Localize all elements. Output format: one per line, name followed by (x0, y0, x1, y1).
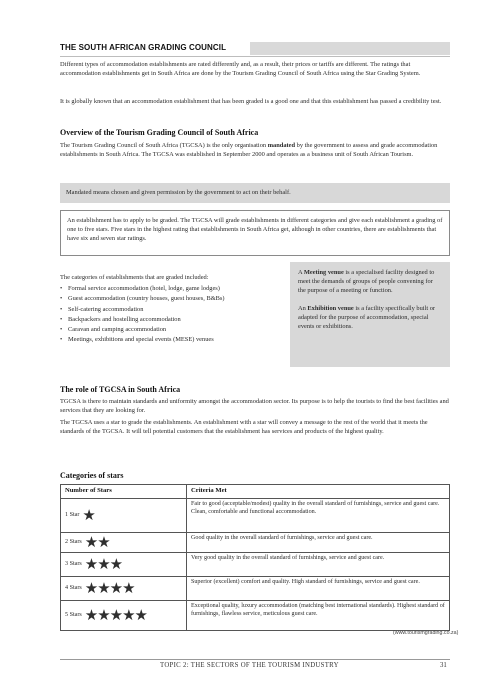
table-row (61, 533, 450, 553)
list-item: • Backpackers and hostelling accommodation (60, 315, 290, 325)
star-rating-label: 2 Stars (65, 539, 82, 546)
footer-topic: TOPIC 2: THE SECTORS OF THE TOURISM INDUSTRY (160, 662, 339, 669)
intro-paragraph-2: It is globally known that an accommodation establishment that has been graded is a good one and that this establishment has passed a credibility test. (60, 98, 442, 105)
star-rating-label: 3 Stars (65, 561, 82, 568)
categories-list (60, 284, 290, 346)
col-criteria-met: Criteria Met (187, 485, 450, 499)
star-rating-label: 5 Stars (65, 612, 82, 619)
star-rating-label: 4 Stars (65, 585, 82, 592)
criteria-cell: Superior (excellent) comfort and quality. High standard of furnishings, service and guest care. (187, 577, 450, 601)
star-icon: ★★★★ (84, 580, 135, 597)
list-item: • Formal service accommodation (hotel, lodge, game lodges) (60, 284, 290, 294)
intro-paragraph-1: Different types of accommodation establishments are rated differently and, as a result, their prices or tariffs are different. The ratings that accommodation establishments get in South Africa are done by the Tourism Grading Council of South Africa using the Star Grading System. (60, 61, 421, 78)
page-number: 31 (440, 662, 447, 669)
table-row (61, 499, 450, 533)
categories-intro: The categories of establishments that are graded included: (60, 274, 209, 281)
venue-definitions-box (290, 262, 450, 367)
table-header-row (61, 485, 450, 499)
section-heading: THE SOUTH AFRICAN GRADING COUNCIL (60, 43, 227, 52)
star-icon: ★★ (84, 534, 110, 551)
star-icon: ★ (82, 507, 95, 524)
criteria-cell: Good quality in the overall standard of furnishings, service and guest care. (187, 533, 450, 553)
star-icon: ★★★ (84, 556, 123, 573)
criteria-cell: Exceptional quality, luxury accommodation (matching best international standards). Highest standard of furnishings, flawless service, meticulous guest care. (187, 601, 450, 631)
star-icon: ★★★★★ (84, 607, 148, 624)
star-categories-table (60, 484, 450, 631)
mandated-term: mandated (267, 142, 296, 149)
source-credit: (www.tourismgrading.co.za) (393, 630, 459, 636)
list-item: • Meetings, exhibitions and special events (MESE) venues (60, 335, 290, 345)
table-row (61, 553, 450, 577)
overview-heading: Overview of the Tourism Grading Council of South Africa (60, 128, 259, 137)
overview-paragraph: The Tourism Grading Council of South Africa (TGCSA) is the only organisation mandated by the government to assess and grade accommodation establishments in South Africa. The TGCSA was established in September 2000 and operates as a business unit of South African Tourism. (60, 142, 438, 159)
list-item: • Guest accommodation (country houses, guest houses, B&Bs) (60, 294, 290, 304)
table-row (61, 601, 450, 631)
exhibition-venue-definition: An Exhibition venue is a facility specifically built or adapted for the purpose of accommodation, special events or exhibitions. (298, 304, 436, 331)
stars-table-heading: Categories of stars (60, 471, 124, 480)
grading-info-box: An establishment has to apply to be graded. The TGCSA will grade establishments in different categories and give each establishment a grading of one to five stars. Five stars in the highest rating that establishments in South Africa get, although in other countries, there are establishments that have six and seven star ratings. (60, 210, 450, 256)
list-item: • Caravan and camping accommodation (60, 325, 290, 335)
meeting-venue-definition: A Meeting venue is a specialised facility designed to meet the demands of groups of people convening for the purpose of a meeting or function. (298, 269, 435, 295)
criteria-cell: Fair to good (acceptable/modest) quality in the overall standard of furnishings, service and guest care. Clean, comfortable and functional accommodation. (187, 499, 450, 533)
role-heading: The role of TGCSA in South Africa (60, 385, 181, 394)
mandated-definition-box: Mandated means chosen and given permission by the government to act on their behalf. (60, 183, 450, 203)
list-item: • Self-catering accommodation (60, 305, 290, 315)
criteria-cell: Very good quality in the overall standard of furnishings, service and guest care. (187, 553, 450, 577)
role-paragraph-1: TGCSA is there to maintain standards and uniformity amongst the accommodation sector. Its purpose is to help the tourists to find the best facilities and services that they are looking for. (60, 398, 449, 415)
table-row (61, 577, 450, 601)
star-rating-label: 1 Star (65, 512, 80, 519)
col-number-of-stars: Number of Stars (61, 485, 187, 499)
role-paragraph-2: The TGCSA uses a star to grade the establishments. An establishment with a star will convey a message to the rest of the world that it meets the standards of the TGCSA. It will tell potential customers that the establishment has services and products of the highest quality. (60, 419, 428, 436)
